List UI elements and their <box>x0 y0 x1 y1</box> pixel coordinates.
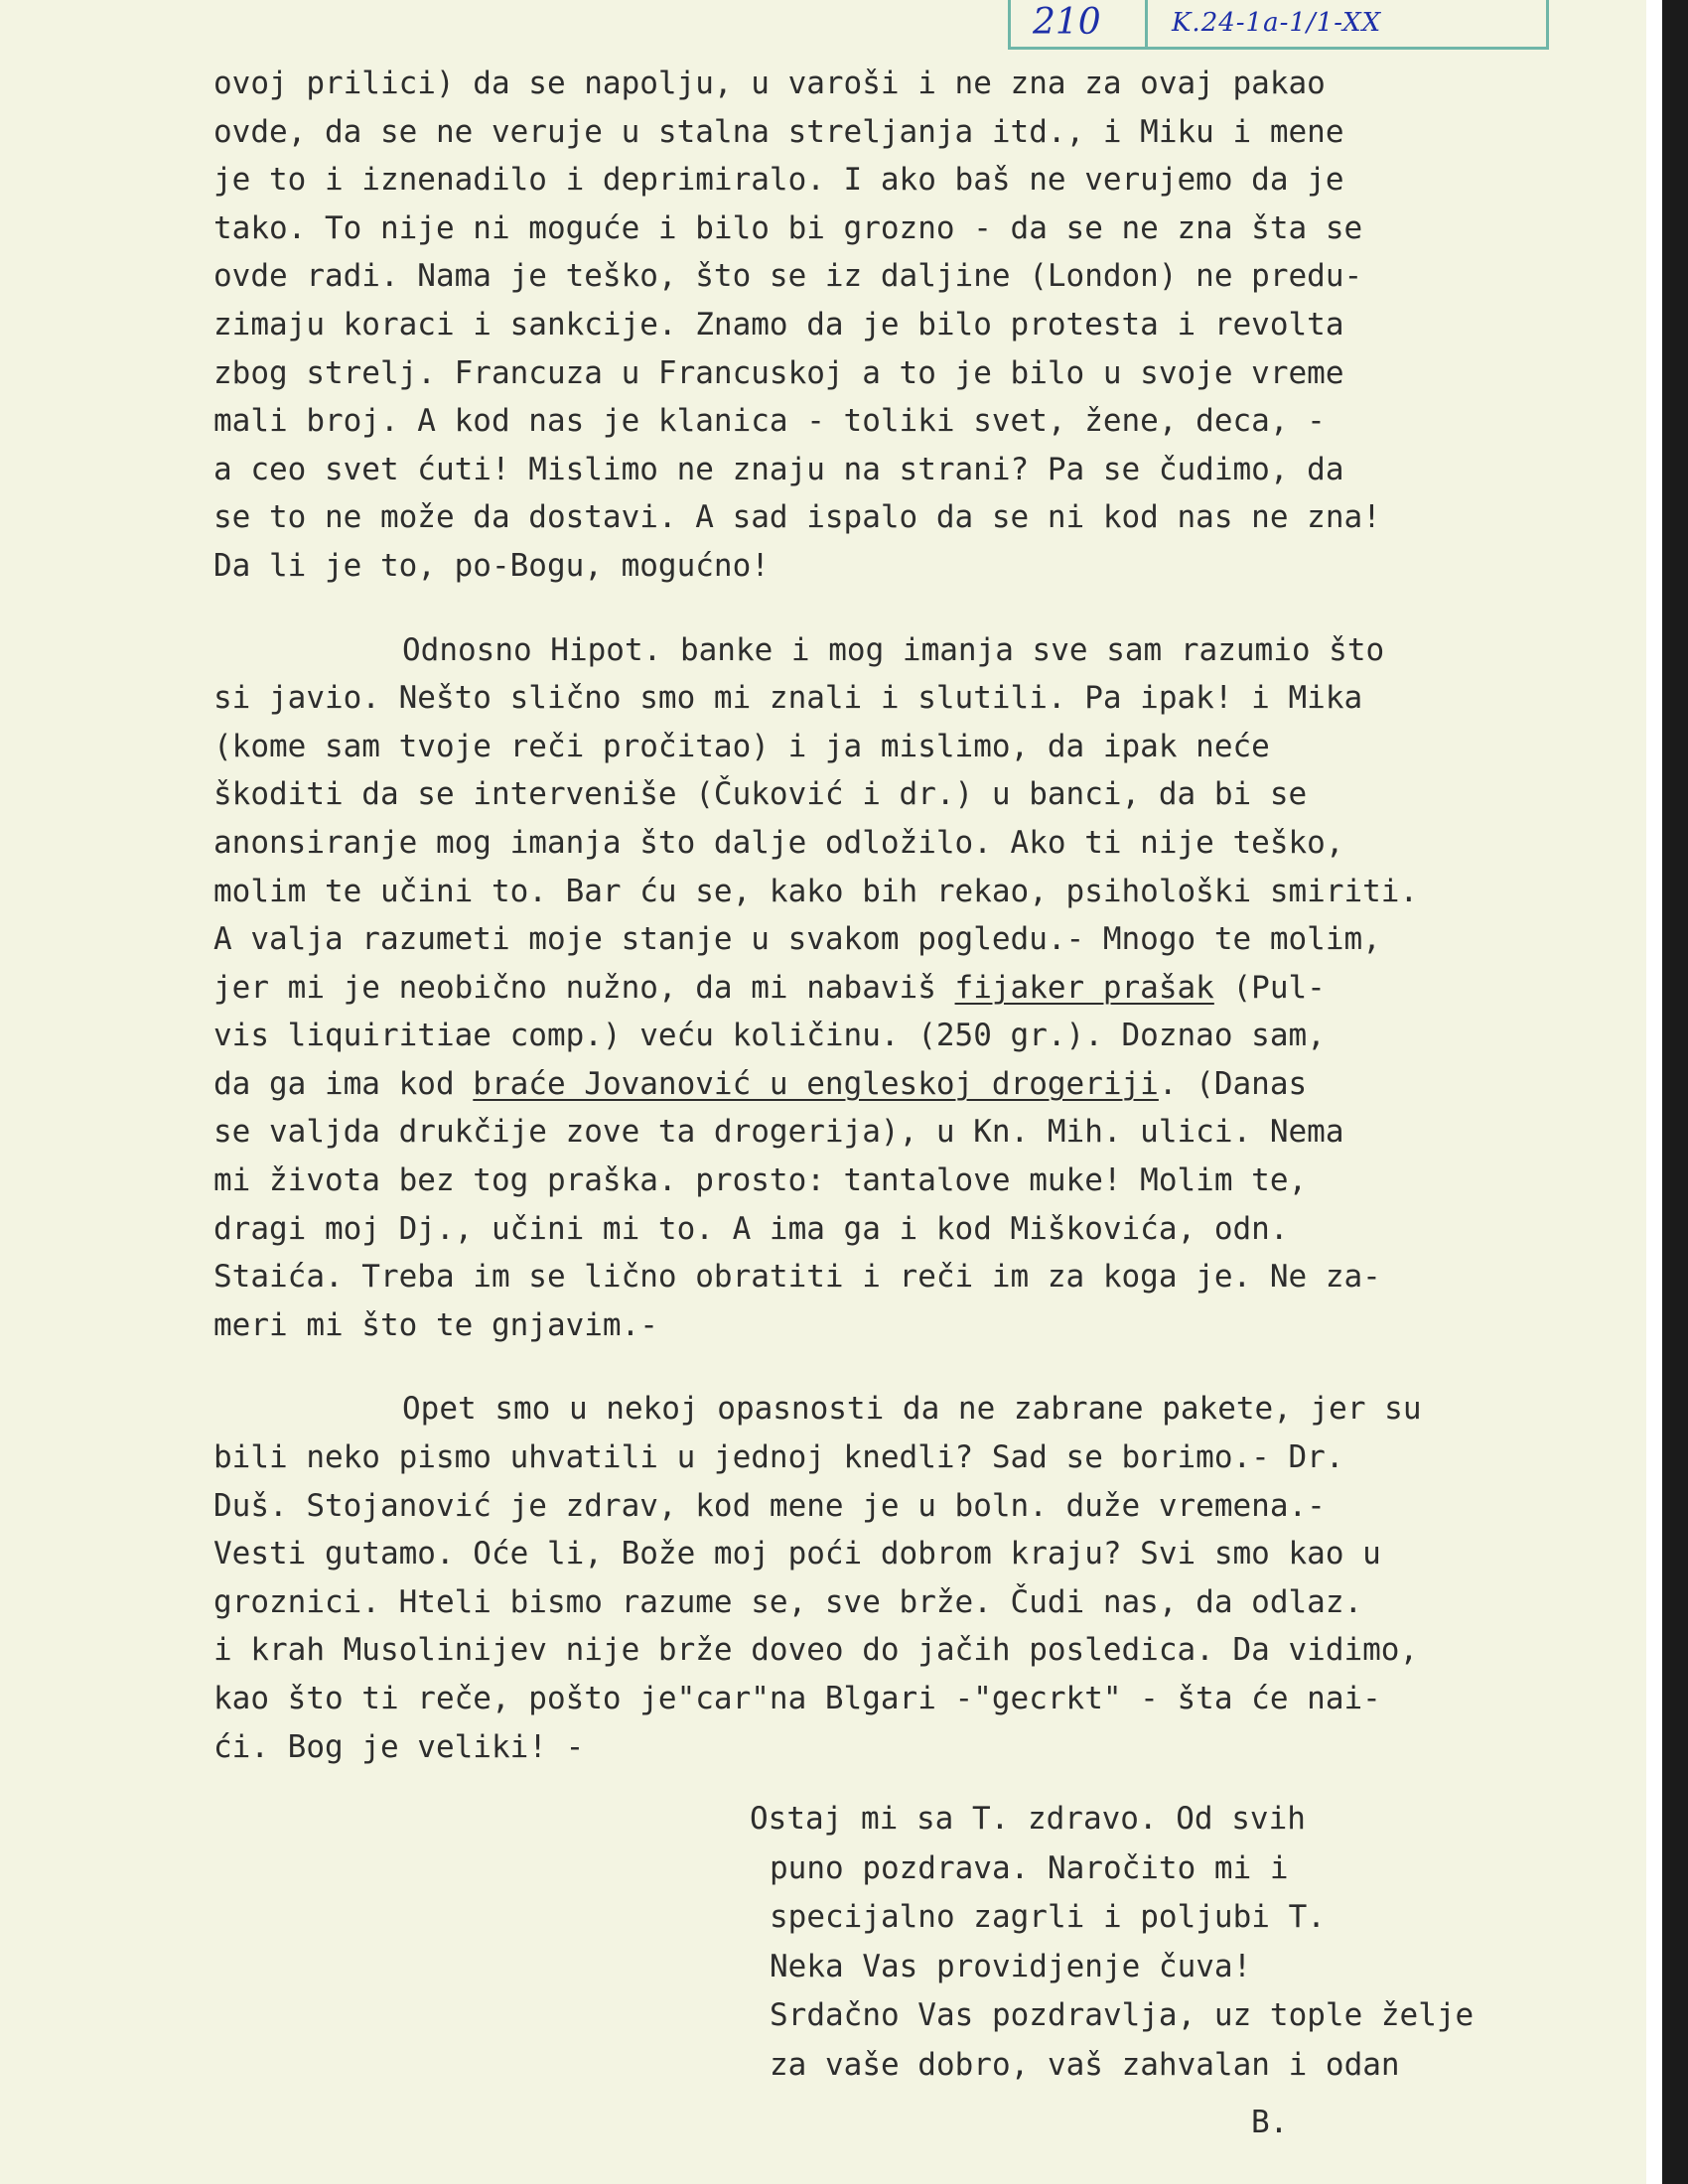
text-segment: (Pul- <box>1213 969 1326 1006</box>
stamp-divider <box>1145 0 1148 47</box>
archive-stamp <box>1008 0 1549 50</box>
closing-line: Srdačno Vas pozdravlja, uz tople želje <box>770 1997 1475 2033</box>
text-line: mali broj. A kod nas je klanica - toliki svet, žene, deca, - <box>213 403 1326 440</box>
text-line: bili neko pismo uhvatili u jednoj knedli? Sad se borimo.- Dr. <box>213 1439 1344 1476</box>
text-line <box>213 1060 1514 1109</box>
text-line: ovoj prilici) da se napolju, u varoši i ne zna za ovaj pakao <box>213 66 1326 101</box>
text-line: ovde radi. Nama je teško, što se iz daljine (London) ne predu- <box>213 258 1363 295</box>
text-line: tako. To nije ni moguće i bilo bi grozno - da se ne zna šta se <box>213 209 1363 246</box>
text-line: anonsiranje mog imanja što dalje odložilo. Ako ti nije teško, <box>213 824 1344 861</box>
text-line: mi života bez tog praška. prosto: tantalove muke! Molim te, <box>213 1162 1308 1199</box>
text-line: Duš. Stojanović je zdrav, kod mene je u boln. duže vremena.- <box>213 1487 1326 1524</box>
text-line: a ceo svet ćuti! Mislimo ne znaju na strani? Pa se čudimo, da <box>213 451 1344 487</box>
paragraph-1 <box>213 60 1514 591</box>
closing-line: za vaše dobro, vaš zahvalan i odan <box>770 2046 1400 2083</box>
text-segment: da ga ima kod <box>213 1065 474 1102</box>
text-line: je to i iznenadilo i deprimiralo. I ako baš ne verujemo da je <box>213 162 1344 199</box>
text-line: ći. Bog je veliki! - <box>213 1728 585 1765</box>
text-line: i krah Musolinijev nije brže doveo do jačih posledica. Da vidimo, <box>213 1632 1419 1669</box>
text-line: zbog strelj. Francuza u Francuskoj a to je bilo u svoje vreme <box>213 354 1344 391</box>
archive-code: K.24-1a-1/1-XX <box>1172 8 1382 38</box>
text-line: se valjda drukčije zove ta drogerija), u Kn. Mih. ulici. Nema <box>213 1114 1344 1151</box>
text-line: Da li je to, po-Bogu, mogućno! <box>213 547 770 584</box>
scan-edge <box>1662 0 1688 2184</box>
text-line: ovde, da se ne veruje u stalna streljanja itd., i Miku i mene <box>213 113 1344 150</box>
closing-line: Ostaj mi sa T. zdravo. Od svih <box>750 1801 1306 1837</box>
text-line: škoditi da se interveniše (Čuković i dr.) u banci, da bi se <box>213 776 1308 813</box>
paragraph-3 <box>213 1385 1514 1771</box>
text-line <box>213 964 1514 1013</box>
paragraph-2 <box>213 626 1514 1350</box>
text-line: dragi moj Dj., učini mi to. A ima ga i kod Miškovića, odn. <box>213 1210 1289 1247</box>
text-line: kao što ti reče, pošto je"car"na Blgari -"gecrkt" - šta će nai- <box>213 1681 1381 1716</box>
closing-line: Neka Vas providjenje čuva! <box>770 1948 1252 1984</box>
text-line: si javio. Nešto slično smo mi znali i slutili. Pa ipak! i Mika <box>213 680 1363 717</box>
text-line: vis liquiritiae comp.) veću količinu. (250 gr.). Doznao sam, <box>213 1018 1326 1054</box>
text-line: A valja razumeti moje stanje u svakom pogledu.- Mnogo te molim, <box>213 921 1381 958</box>
closing-line: puno pozdrava. Naročito mi i <box>770 1849 1289 1886</box>
underlined-product-name: fijaker prašak <box>954 969 1214 1006</box>
text-line: Vesti gutamo. Oće li, Bože moj poći dobrom kraju? Svi smo kao u <box>213 1536 1381 1572</box>
text-line: zimaju koraci i sankcije. Znamo da je bilo protesta i revolta <box>213 306 1344 342</box>
text-line: groznici. Hteli bismo razume se, sve brže. Čudi nas, da odlaz. <box>213 1583 1363 1620</box>
underlined-shop-name: braće Jovanović u engleskoj drogeriji <box>473 1065 1159 1102</box>
paragraph-gap <box>213 1349 1514 1385</box>
paragraph-gap <box>213 591 1514 626</box>
archive-number: 210 <box>1033 2 1101 43</box>
text-line: (kome sam tvoje reči pročitao) i ja mislimo, da ipak neće <box>213 728 1270 764</box>
text-line: Odnosno Hipot. banke i mog imanja sve sam razumio što <box>402 631 1385 668</box>
signature-initial: B. <box>1251 2105 1289 2140</box>
text-line: Staića. Treba im se lično obratiti i reči im za koga je. Ne za- <box>213 1259 1381 1296</box>
text-line: Opet smo u nekoj opasnosti da ne zabrane pakete, jer su <box>402 1391 1422 1428</box>
text-line: se to ne može da dostavi. A sad ispalo da se ni kod nas ne zna! <box>213 499 1381 536</box>
text-segment: . (Danas <box>1158 1065 1308 1102</box>
closing-line: specijalno zagrli i poljubi T. <box>770 1899 1326 1935</box>
closing-block <box>750 1795 1474 2090</box>
text-line: meri mi što te gnjavim.- <box>213 1306 658 1343</box>
text-segment: jer mi je neobično nužno, da mi nabaviš <box>213 969 955 1006</box>
text-line: molim te učini to. Bar ću se, kako bih rekao, psihološki smiriti. <box>213 873 1419 909</box>
letter-body <box>213 60 1514 1771</box>
